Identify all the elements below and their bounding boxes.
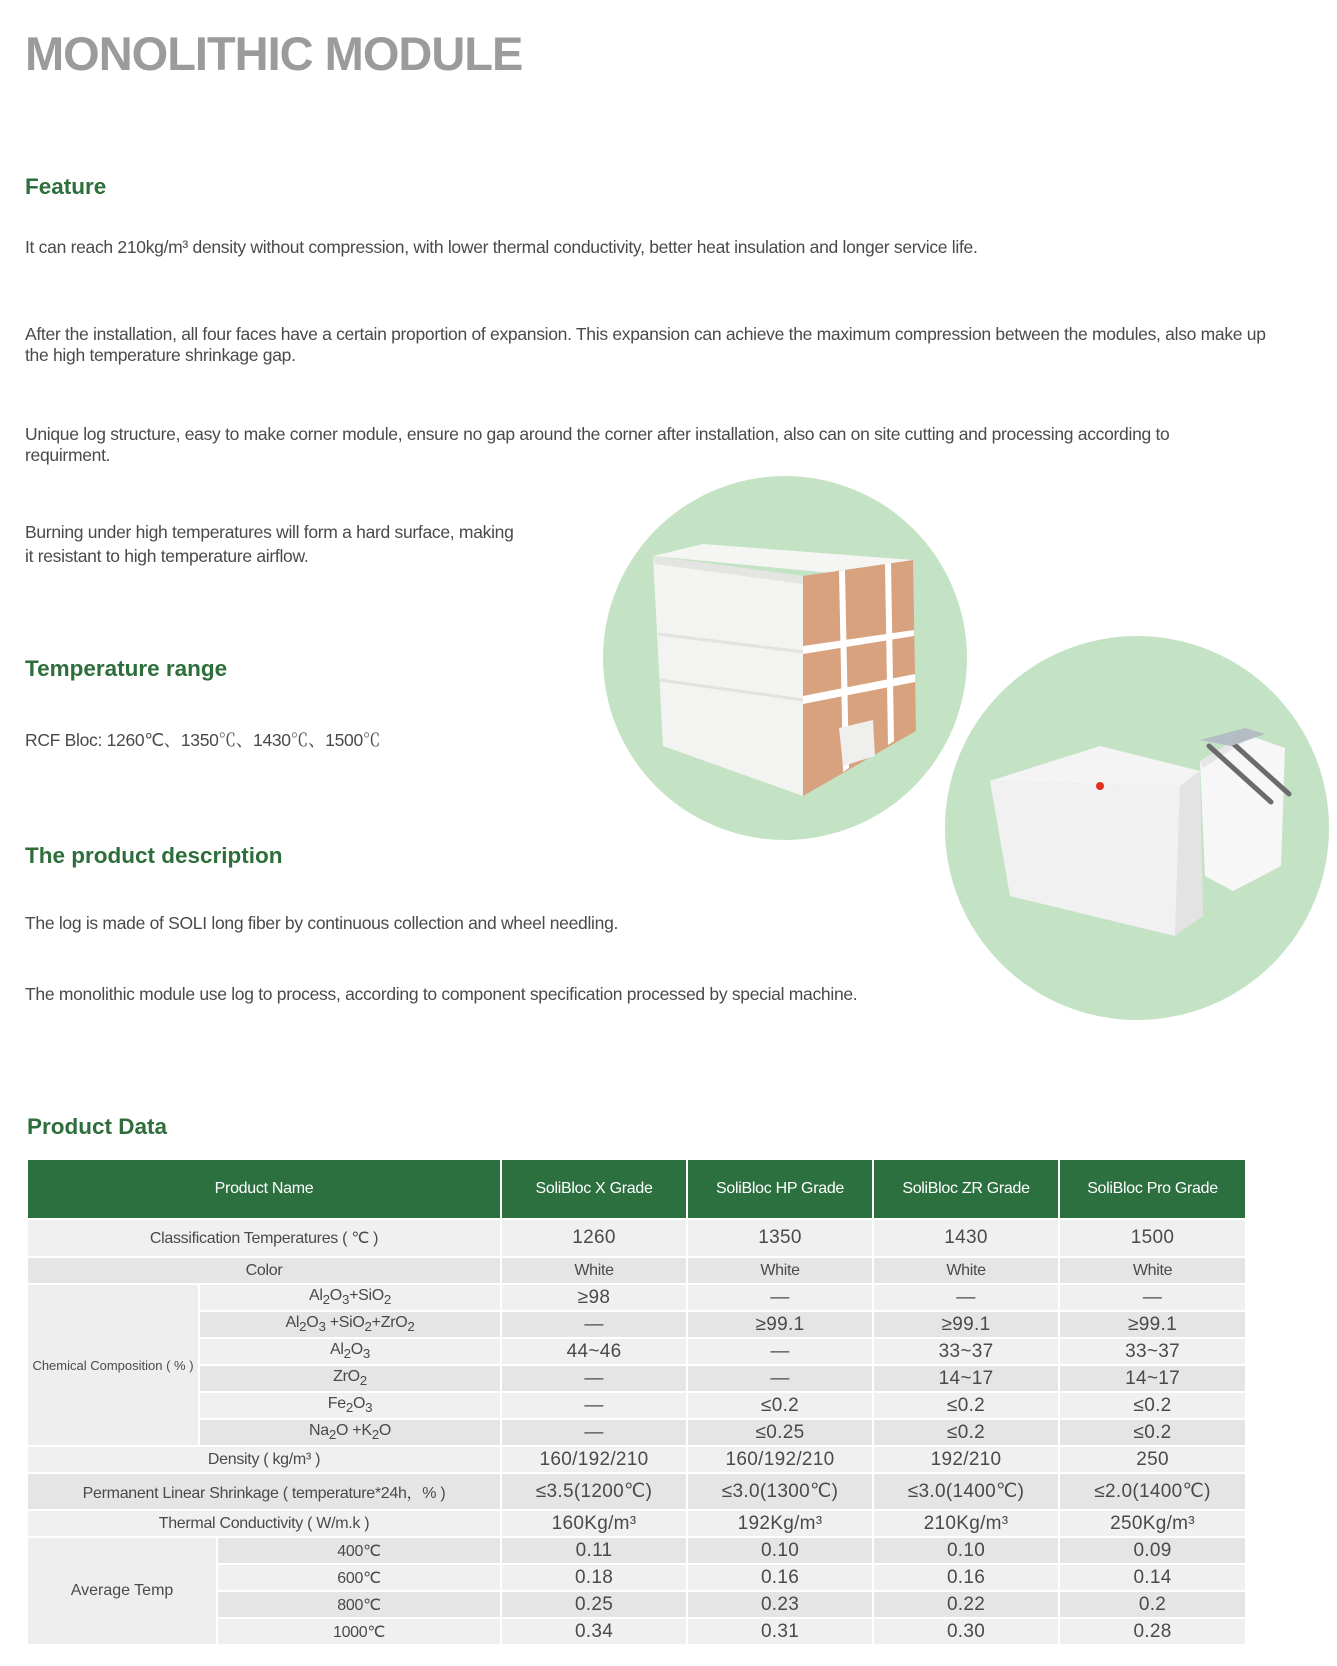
table-row-conductivity	[27, 1510, 1246, 1537]
table-row-shrinkage	[27, 1473, 1246, 1510]
row-label: 600℃	[217, 1564, 501, 1591]
product-data-heading: Product Data	[27, 1114, 168, 1139]
table-row-chem-2	[27, 1311, 1246, 1338]
page-title: MONOLITHIC MODULE	[25, 27, 523, 80]
product-image-folded-module	[945, 636, 1329, 1020]
table-cell: White	[1059, 1257, 1246, 1284]
table-cell: 14~17	[873, 1365, 1059, 1392]
table-cell: ≥99.1	[687, 1311, 873, 1338]
row-label: 800℃	[217, 1591, 501, 1618]
table-row-chem-5	[27, 1392, 1246, 1419]
product-data-table	[26, 1158, 1247, 1646]
row-label: $Al_2O_3 +SiO_2+ZrO_2$	[199, 1311, 501, 1338]
row-label: Thermal Conductivity ( W/m.k )	[27, 1510, 501, 1537]
table-cell: 210Kg/m³	[873, 1510, 1059, 1537]
table-cell: 1430	[873, 1219, 1059, 1257]
table-cell: ≥99.1	[873, 1311, 1059, 1338]
table-cell: White	[873, 1257, 1059, 1284]
table-cell: 0.18	[501, 1564, 687, 1591]
table-cell: 0.16	[873, 1564, 1059, 1591]
description-paragraph-2: The monolithic module use log to process, according to component specification processed by special machine.	[25, 984, 858, 1004]
table-cell: 192/210	[873, 1446, 1059, 1473]
table-cell: ≤2.0(1400℃)	[1059, 1473, 1246, 1510]
table-cell: 0.09	[1059, 1537, 1246, 1564]
table-cell: ≤0.2	[873, 1392, 1059, 1419]
table-row-avg-400	[27, 1537, 1246, 1564]
table-cell: —	[501, 1392, 687, 1419]
table-cell: ≤0.2	[1059, 1392, 1246, 1419]
table-cell: 0.25	[501, 1591, 687, 1618]
table-cell: 1350	[687, 1219, 873, 1257]
table-cell: ≤0.25	[687, 1419, 873, 1446]
table-row-chem-3	[27, 1338, 1246, 1365]
table-row-density	[27, 1446, 1246, 1473]
table-cell: 0.14	[1059, 1564, 1246, 1591]
table-cell: 44~46	[501, 1338, 687, 1365]
table-cell: 0.31	[687, 1618, 873, 1645]
table-cell: 0.28	[1059, 1618, 1246, 1645]
table-cell: —	[687, 1365, 873, 1392]
row-label: 400℃	[217, 1537, 501, 1564]
row-label: $Al_2O_3$	[199, 1338, 501, 1365]
header-x-grade: SoliBloc X Grade	[501, 1159, 687, 1219]
feature-paragraph-3: Unique log structure, easy to make corner module, ensure no gap around the corner after installation, also can on site cutting and processing according to requirment.	[25, 424, 1170, 465]
feature-paragraph-1: It can reach 210kg/m³ density without compression, with lower thermal conductivity, better heat insulation and longer service life.	[25, 237, 978, 257]
row-label: Density ( kg/m³ )	[27, 1446, 501, 1473]
average-temp-label: Average Temp	[27, 1537, 217, 1645]
table-cell: ≤3.0(1300℃)	[687, 1473, 873, 1510]
row-label: Permanent Linear Shrinkage ( temperature*24h，% )	[27, 1473, 501, 1510]
table-cell: ≥99.1	[1059, 1311, 1246, 1338]
table-row-chem-1	[27, 1284, 1246, 1311]
table-cell: 160/192/210	[501, 1446, 687, 1473]
table-cell: —	[501, 1311, 687, 1338]
row-label: Classification Temperatures ( ℃ )	[27, 1219, 501, 1257]
temperature-text: RCF Bloc: 1260℃、1350℃、1430℃、1500℃	[25, 730, 381, 750]
description-paragraph-1: The log is made of SOLI long fiber by continuous collection and wheel needling.	[25, 913, 619, 933]
feature-paragraph-4: Burning under high temperatures will form a hard surface, making it resistant to high temperature airflow.	[25, 522, 514, 566]
table-cell: 160Kg/m³	[501, 1510, 687, 1537]
table-cell: 0.16	[687, 1564, 873, 1591]
table-cell: 33~37	[1059, 1338, 1246, 1365]
table-cell: 0.30	[873, 1618, 1059, 1645]
chemical-composition-label: Chemical Composition ( % )	[27, 1284, 199, 1446]
row-label: 1000℃	[217, 1618, 501, 1645]
temperature-heading: Temperature range	[25, 656, 228, 681]
table-cell: ≤0.2	[873, 1419, 1059, 1446]
table-cell: 0.22	[873, 1591, 1059, 1618]
table-cell: ≥98	[501, 1284, 687, 1311]
table-cell: 14~17	[1059, 1365, 1246, 1392]
table-cell: 250	[1059, 1446, 1246, 1473]
feature-heading: Feature	[25, 174, 107, 199]
table-header-row	[27, 1159, 1246, 1219]
product-image-wrapped-module	[603, 476, 967, 840]
row-label: $Fe_2O_3$	[199, 1392, 501, 1419]
table-cell: White	[687, 1257, 873, 1284]
row-label: $Al_2O_3+SiO_2$	[199, 1284, 501, 1311]
header-pro-grade: SoliBloc Pro Grade	[1059, 1159, 1246, 1219]
table-cell: 1500	[1059, 1219, 1246, 1257]
table-cell: ≤0.2	[687, 1392, 873, 1419]
table-cell: —	[873, 1284, 1059, 1311]
table-cell: 1260	[501, 1219, 687, 1257]
table-cell: —	[687, 1338, 873, 1365]
row-label: ZrO$_2$	[199, 1365, 501, 1392]
table-cell: 0.34	[501, 1618, 687, 1645]
table-cell: 192Kg/m³	[687, 1510, 873, 1537]
table-cell: White	[501, 1257, 687, 1284]
table-cell: 0.11	[501, 1537, 687, 1564]
table-cell: —	[687, 1284, 873, 1311]
feature-paragraph-2: After the installation, all four faces have a certain proportion of expansion. This expansion can achieve the maximum compression between the modules, also make up the high temperature shrinkage gap.	[25, 324, 1266, 365]
table-cell: —	[1059, 1284, 1246, 1311]
row-label: Color	[27, 1257, 501, 1284]
table-cell: 0.10	[687, 1537, 873, 1564]
header-product-name: Product Name	[27, 1159, 501, 1219]
table-row-chem-4	[27, 1365, 1246, 1392]
table-cell: —	[501, 1365, 687, 1392]
header-hp-grade: SoliBloc HP Grade	[687, 1159, 873, 1219]
table-row-classification	[27, 1219, 1246, 1257]
description-heading: The product description	[25, 843, 283, 868]
table-cell: 250Kg/m³	[1059, 1510, 1246, 1537]
table-row-chem-6	[27, 1419, 1246, 1446]
table-cell: ≤3.5(1200℃)	[501, 1473, 687, 1510]
table-cell: —	[501, 1419, 687, 1446]
table-cell: 160/192/210	[687, 1446, 873, 1473]
table-cell: 0.2	[1059, 1591, 1246, 1618]
table-cell: 0.23	[687, 1591, 873, 1618]
table-cell: ≤0.2	[1059, 1419, 1246, 1446]
row-label: $Na_2O +K_2O$	[199, 1419, 501, 1446]
table-row-color	[27, 1257, 1246, 1284]
table-cell: 33~37	[873, 1338, 1059, 1365]
folded-module-illustration	[945, 636, 1329, 1020]
header-zr-grade: SoliBloc ZR Grade	[873, 1159, 1059, 1219]
table-cell: ≤3.0(1400℃)	[873, 1473, 1059, 1510]
table-cell: 0.10	[873, 1537, 1059, 1564]
wrapped-module-illustration	[603, 476, 967, 840]
